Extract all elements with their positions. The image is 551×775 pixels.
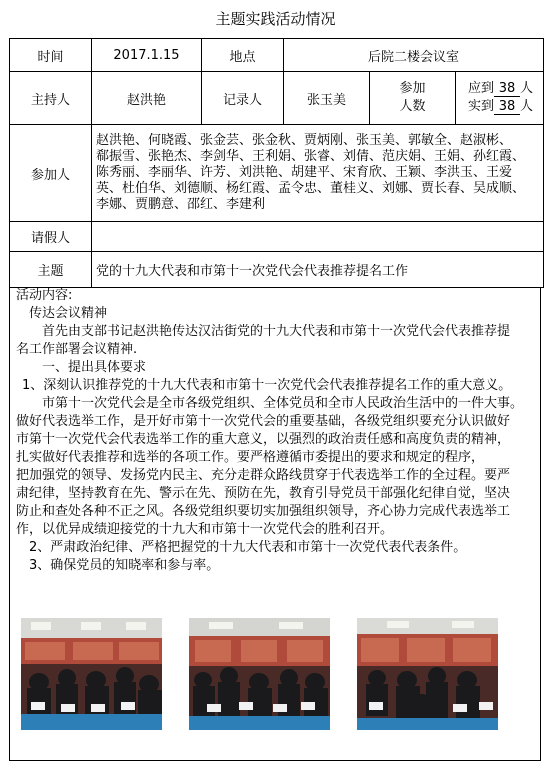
host-row bbox=[10, 72, 544, 125]
host-label: 主持人 bbox=[10, 72, 92, 125]
time-value: 2017.1.15 bbox=[92, 39, 202, 72]
content-subheading: 传达会议精神 bbox=[29, 306, 108, 321]
time-label: 时间 bbox=[10, 39, 92, 72]
content-paragraph: 市第十一次党代会是全市各级党组织、全体党员和全市人民政治生活中的一件大事。 bbox=[42, 396, 524, 411]
requirement-item-1: 1、深刻认识推荐党的十九大代表和市第十一次党代会代表推荐提名工作的重大意义。 bbox=[22, 378, 512, 393]
place-value: 后院二楼会议室 bbox=[284, 39, 544, 72]
participants-label: 参加人 bbox=[10, 125, 92, 222]
content-paragraph: 名工作部署会议精神. bbox=[16, 342, 138, 357]
participants-line: 英、杜伯华、刘德顺、杨红霞、孟令忠、董桂义、刘娜、贾长春、吴成顺、 bbox=[96, 181, 526, 196]
content-paragraph: 肃纪律，坚持教育在先、警示在先、预防在先，教育引导党员干部强化纪律自觉，坚决 bbox=[16, 486, 511, 501]
content-paragraph: 扎实做好代表推荐和选举的各项工作。要严格遵循市委提出的要求和规定的程序， bbox=[16, 450, 485, 465]
activity-content bbox=[9, 287, 541, 761]
expected-count bbox=[468, 80, 539, 98]
document-title: 主题实践活动情况 bbox=[215, 10, 336, 28]
leave-value bbox=[92, 222, 544, 252]
expected-prefix: 应到 bbox=[468, 81, 495, 96]
place-label: 地点 bbox=[202, 39, 284, 72]
expected-number: 38 bbox=[494, 82, 520, 97]
leave-row bbox=[10, 222, 544, 252]
count-label-line1: 参加 bbox=[399, 81, 426, 96]
expected-unit: 人 bbox=[520, 81, 534, 96]
attendance-count-value bbox=[456, 72, 544, 125]
content-paragraph: 作，以优异成绩迎接党的十九大和市第十一次党代会的胜利召开。 bbox=[16, 522, 394, 537]
content-paragraph: 首先由支部书记赵洪艳传达汉沽街党的十九大代表和市第十一次党代会代表推荐提 bbox=[42, 324, 511, 339]
topic-label: 主题 bbox=[10, 252, 92, 288]
host-value: 赵洪艳 bbox=[92, 72, 202, 125]
requirement-item-2: 2、严肃政治纪律、严格把握党的十九大代表和市第十一次党代表代表条件。 bbox=[29, 540, 467, 555]
leave-label: 请假人 bbox=[10, 222, 92, 252]
participants-line: 郗振雪、张艳杰、李剑华、王利娟、张睿、刘倩、范庆娟、王娟、孙红霞、 bbox=[96, 149, 526, 164]
content-paragraph: 把加强党的领导、发扬党内民主、充分走群众路线贯穿于代表选举工作的全过程。要严 bbox=[16, 468, 511, 483]
recorder-label: 记录人 bbox=[202, 72, 284, 125]
participants-list bbox=[92, 125, 544, 222]
content-paragraph: 市第十一次党代会代表选举工作的重大意义，以强烈的政治责任感和高度负责的精神， bbox=[16, 432, 511, 447]
requirements-heading: 一、提出具体要求 bbox=[42, 360, 147, 375]
actual-prefix: 实到 bbox=[468, 99, 495, 114]
meeting-photo-1 bbox=[21, 618, 162, 730]
recorder-value: 张玉美 bbox=[284, 72, 370, 125]
content-heading: 活动内容: bbox=[16, 288, 73, 303]
count-label-line2: 人数 bbox=[399, 99, 426, 114]
meeting-photo-2 bbox=[189, 618, 330, 730]
participants-line: 陈秀丽、李丽华、许芳、刘洪艳、胡建平、宋育欣、王颖、李洪玉、王爱 bbox=[96, 165, 513, 180]
topic-value: 党的十九大代表和市第十一次党代会代表推荐提名工作 bbox=[92, 252, 544, 288]
participants-line: 赵洪艳、何晓霞、张金芸、张金秋、贾炳刚、张玉美、郭敏全、赵淑彬、 bbox=[96, 133, 513, 148]
content-paragraph: 防止和查处各种不正之风。各级党组织要切实加强组织领导，齐心协力完成代表选举工 bbox=[16, 504, 511, 519]
participants-line: 李娜、贾鹏意、邵红、李建利 bbox=[96, 197, 266, 212]
attendance-count-label bbox=[370, 72, 456, 125]
meeting-photos bbox=[18, 618, 518, 730]
actual-count bbox=[468, 98, 539, 116]
time-place-row bbox=[10, 39, 544, 72]
topic-row bbox=[10, 252, 544, 288]
meeting-photo-3 bbox=[357, 618, 498, 730]
activity-info-table bbox=[9, 38, 544, 288]
participants-row bbox=[10, 125, 544, 222]
content-paragraph: 做好代表选举工作，是开好市第十一次党代会的重要基础，各级党组织要充分认识做好 bbox=[16, 414, 511, 429]
actual-unit: 人 bbox=[520, 99, 534, 114]
actual-number: 38 bbox=[494, 100, 520, 115]
requirement-item-3: 3、确保党员的知晓率和参与率。 bbox=[29, 558, 220, 573]
